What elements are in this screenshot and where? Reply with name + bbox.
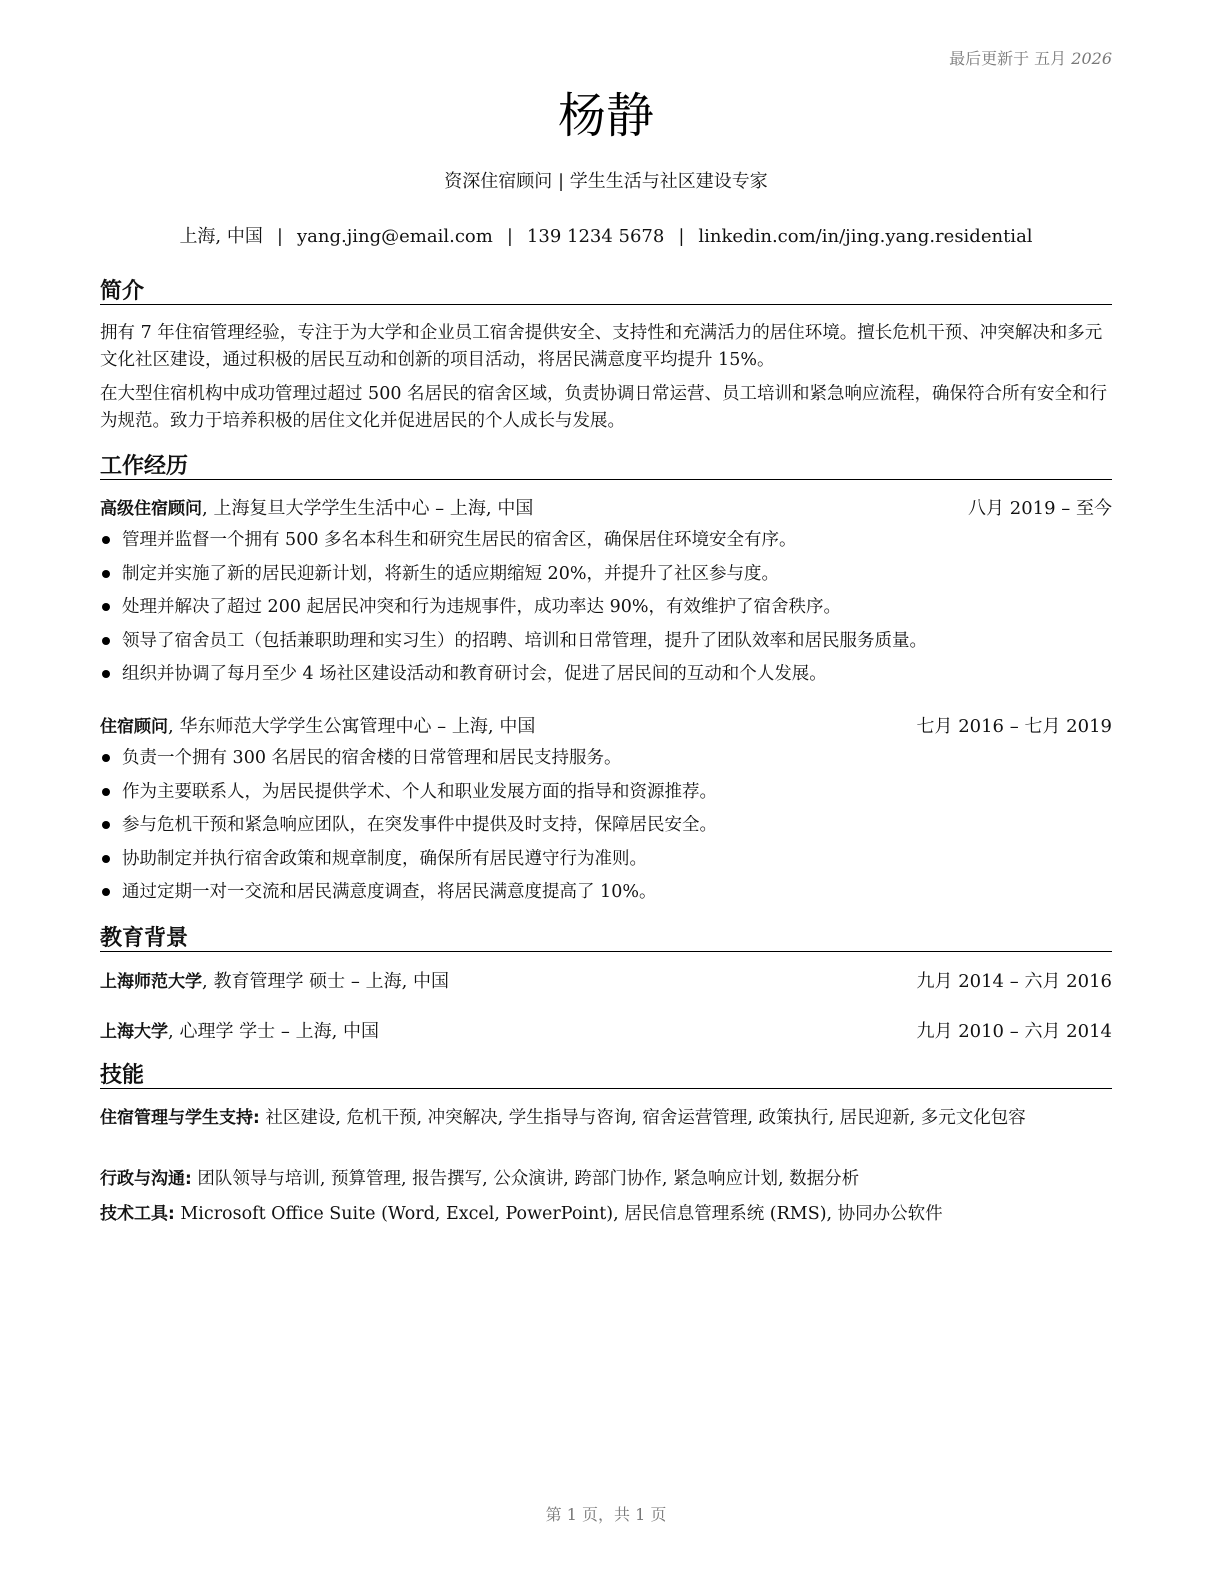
bullet-icon: [102, 570, 110, 578]
bullet-item: [100, 627, 1112, 661]
bullet-icon: [102, 603, 110, 611]
job-title-line: [100, 497, 533, 521]
job-header: [100, 497, 1112, 521]
education-entry: [100, 970, 1112, 994]
bullet-text: 参与危机干预和紧急响应团队，在突发事件中提供及时支持，保障居民安全。: [122, 815, 717, 835]
bullet-item: [100, 744, 1112, 778]
contact-phone[interactable]: 139 1234 5678: [526, 226, 665, 247]
job-title: 高级住宿顾问: [100, 499, 202, 519]
bullet-text: 处理并解决了超过 200 起居民冲突和行为违规事件，成功率达 90%，有效维护了宿舍秩序。: [122, 597, 841, 617]
contact-location: 上海, 中国: [179, 226, 263, 247]
skill-group: [100, 1105, 1112, 1132]
skill-label: 住宿管理与学生支持:: [100, 1108, 260, 1128]
bullet-text: 组织并协调了每月至少 4 场社区建设活动和教育研讨会，促进了居民间的互动和个人发展。: [122, 664, 827, 684]
bullet-item: [100, 593, 1112, 627]
job-dates: 七月 2016 – 七月 2019: [916, 716, 1112, 737]
bullet-icon: [102, 888, 110, 896]
candidate-name: 杨静: [557, 88, 654, 144]
contact-line: [100, 225, 1112, 249]
bullet-item: [100, 778, 1112, 812]
bullet-icon: [102, 637, 110, 645]
skill-value: 社区建设, 危机干预, 冲突解决, 学生指导与咨询, 宿舍运营管理, 政策执行, 居民迎新, 多元文化包容: [259, 1108, 1026, 1128]
bullet-text: 负责一个拥有 300 名居民的宿舍楼的日常管理和居民支持服务。: [122, 748, 622, 768]
headline: 资深住宿顾问 | 学生生活与社区建设专家: [444, 171, 768, 192]
skill-value: 团队领导与培训, 预算管理, 报告撰写, 公众演讲, 跨部门协作, 紧急响应计划, 数据分析: [191, 1169, 860, 1189]
degree-detail: , 教育管理学 硕士 – 上海, 中国: [202, 971, 450, 992]
resume-page: [100, 0, 1112, 1584]
school-name: 上海师范大学: [100, 972, 202, 992]
section-title-experience: 工作经历: [100, 453, 1112, 480]
bullet-icon: [102, 821, 110, 829]
bullet-icon: [102, 670, 110, 678]
education-dates: 九月 2010 – 六月 2014: [916, 1021, 1112, 1042]
bullet-icon: [102, 788, 110, 796]
bullet-text: 通过定期一对一交流和居民满意度调查，将居民满意度提高了 10%。: [122, 882, 657, 902]
school-name: 上海大学: [100, 1022, 168, 1042]
education-line: [100, 1020, 379, 1044]
bullet-item: [100, 878, 1112, 912]
section-title-summary: 简介: [100, 278, 1112, 305]
contact-email[interactable]: yang.jing@email.com: [296, 226, 493, 247]
education-entry: [100, 1020, 1112, 1044]
contact-separator: |: [276, 226, 283, 247]
skill-group: [100, 1201, 1112, 1228]
summary-paragraph: 拥有 7 年住宿管理经验，专注于为大学和企业员工宿舍提供安全、支持性和充满活力的居住环境。擅长危机干预、冲突解决和多元文化社区建设，通过积极的居民互动和创新的项目活动，将居民满意度平均提升 15%。: [100, 323, 1103, 370]
job-bullets: [100, 526, 1112, 694]
contact-linkedin[interactable]: linkedin.com/in/jing.yang.residential: [698, 226, 1033, 247]
job-dates: 八月 2019 – 至今: [968, 498, 1112, 519]
contact-separator: |: [506, 226, 513, 247]
degree-detail: , 心理学 学士 – 上海, 中国: [168, 1021, 380, 1042]
bullet-text: 管理并监督一个拥有 500 多名本科生和研究生居民的宿舍区，确保居住环境安全有序。: [122, 530, 797, 550]
bullet-text: 协助制定并执行宿舍政策和规章制度，确保所有居民遵守行为准则。: [122, 848, 647, 869]
bullet-text: 作为主要联系人，为居民提供学术、个人和职业发展方面的指导和资源推荐。: [122, 781, 717, 802]
contact-separator: |: [678, 226, 685, 247]
education-line: [100, 970, 449, 994]
summary-paragraph: 在大型住宿机构中成功管理过超过 500 名居民的宿舍区域，负责协调日常运营、员工培训和紧急响应流程，确保符合所有安全和行为规范。致力于培养积极的居住文化并促进居民的个人成长与发展。: [100, 384, 1108, 431]
section-title-skills: 技能: [100, 1062, 1112, 1089]
last-updated-label: 最后更新于 五月: [949, 49, 1067, 68]
bullet-text: 领导了宿舍员工（包括兼职助理和实习生）的招聘、培训和日常管理，提升了团队效率和居民服务质量。: [122, 630, 927, 651]
job-header: [100, 715, 1112, 739]
bullet-item: [100, 811, 1112, 845]
job-organization: , 上海复旦大学学生生活中心 – 上海, 中国: [202, 498, 534, 519]
job-organization: , 华东师范大学学生公寓管理中心 – 上海, 中国: [168, 716, 536, 737]
bullet-text: 制定并实施了新的居民迎新计划，将新生的适应期缩短 20%，并提升了社区参与度。: [122, 563, 779, 584]
job-title: 住宿顾问: [100, 717, 168, 737]
education-dates: 九月 2014 – 六月 2016: [916, 971, 1112, 992]
bullet-item: [100, 845, 1112, 879]
bullet-item: [100, 660, 1112, 694]
skill-label: 行政与沟通:: [100, 1169, 192, 1189]
job-title-line: [100, 715, 535, 739]
page-footer: 第 1 页，共 1 页: [545, 1505, 667, 1524]
bullet-icon: [102, 754, 110, 762]
skill-value: Microsoft Office Suite (Word, Excel, PowerPoint), 居民信息管理系统 (RMS), 协同办公软件: [174, 1204, 943, 1224]
skill-label: 技术工具:: [100, 1204, 175, 1224]
section-title-education: 教育背景: [100, 925, 1112, 952]
bullet-icon: [102, 855, 110, 863]
bullet-icon: [102, 536, 110, 544]
last-updated: [949, 46, 1112, 69]
skill-group: [100, 1166, 1112, 1193]
bullet-item: [100, 526, 1112, 560]
bullet-item: [100, 560, 1112, 594]
last-updated-year: 2026: [1071, 49, 1112, 68]
job-bullets: [100, 744, 1112, 912]
